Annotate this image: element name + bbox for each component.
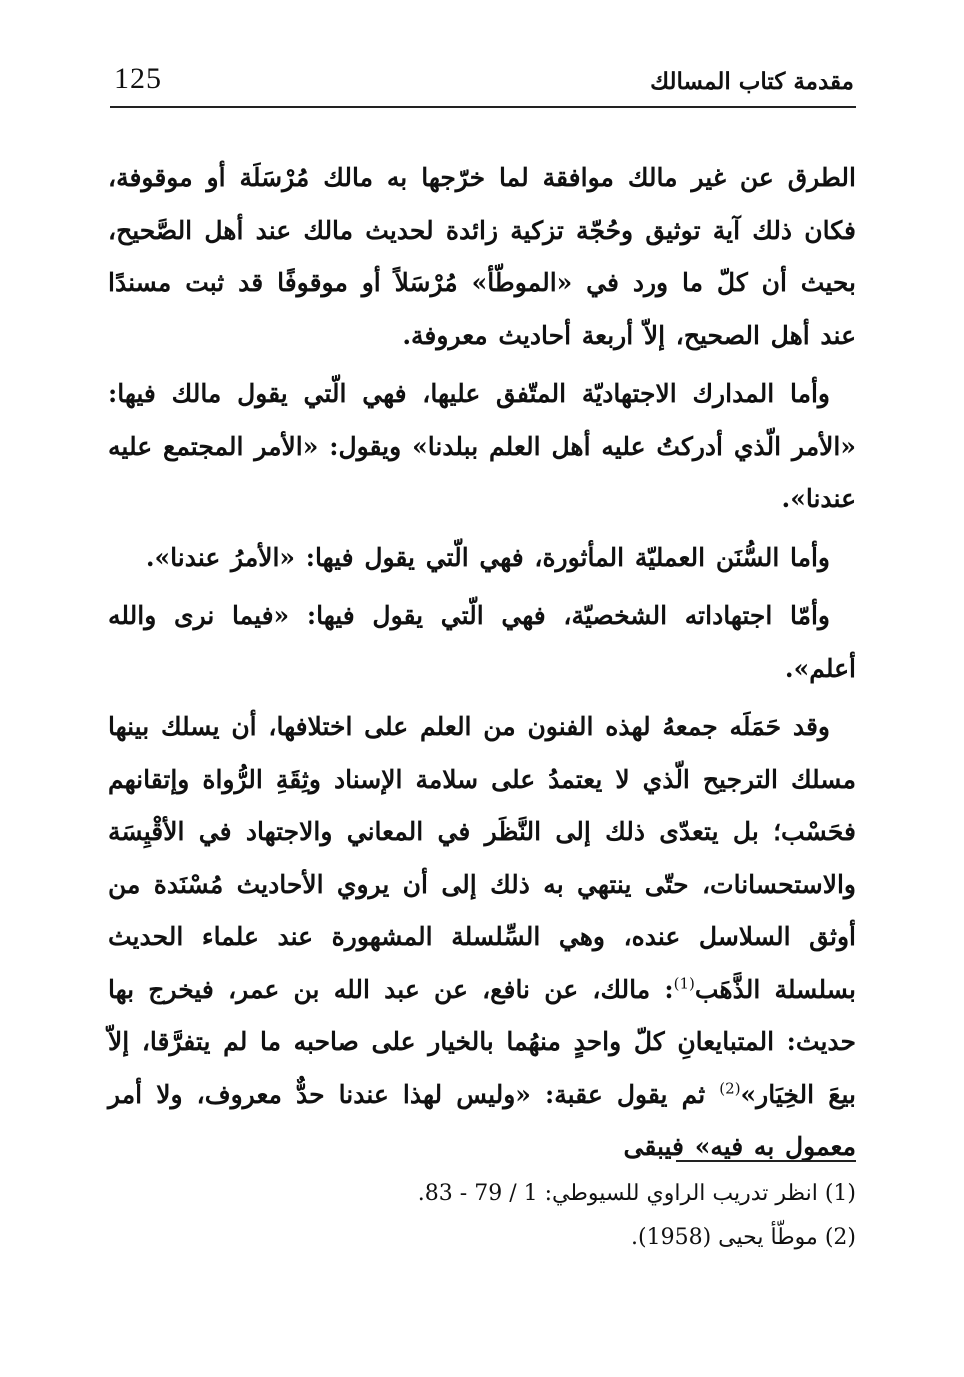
paragraph (108, 701, 856, 1174)
main-text (108, 152, 856, 1180)
page-number: 125 (114, 62, 162, 95)
book-title: مقدمة كتاب المسالك (650, 68, 854, 95)
paragraph: وأمّا اجتهاداته الشخصيّة، فهي الّتي يقول فيها: «فيما نرى والله أعلم». (108, 601, 856, 683)
paragraph-text: وقد حَمَلَه جمعهُ لهذه الفنون من العلم على اختلافها، أن يسلك بينها مسلك الترجيح الّذي لا يعتمدُ على سلامة الإسناد وثِقَةِ الرُّواة وإتقانهم فحَسْب؛ بل يتعدّى ذلك إلى النَّظَر في المعاني والاجتهاد في الأقْيِسَة والاستحسانات، حتّى ينتهي به ذلك إلى أن يروي الأحاديث مُسْنَدة من أوثق السلاسل عنده، وهي السِّلسلة المشهورة عند علماء الحديث بسلسلة الذَّهَب (108, 712, 856, 1004)
footnotes (300, 1172, 856, 1260)
footnote-divider (676, 1160, 856, 1162)
paragraph-text: : مالك، عن نافع، عن عبد الله بن عمر، فيخرج بها حديث: المتبايعانِ كلّ واحدٍ منهُما بالخيار على صاحبه ما لم يتفرَّقا، إلاّ بيعَ الخِيَار» (108, 974, 856, 1109)
paragraph-text: ثم يقول عقبة: «وليس لهذا عندنا حدٌّ معروف، ولا أمر معمول به فيه» فيبقى (108, 1079, 856, 1161)
footnote: (1) انظر تدريب الراوي للسيوطي: 1 / 79 - 83. (417, 1181, 856, 1206)
footnote-reference[interactable]: (1) (673, 974, 695, 993)
footnote: (2) موطّأ يحيى (1958). (631, 1225, 856, 1250)
running-header (110, 62, 856, 108)
footnote-reference[interactable]: (2) (719, 1079, 741, 1098)
paragraph: وأما المدارك الاجتهاديّة المتّفق عليها، فهي الّتي يقول مالك فيها: «الأمر الّذي أدركتُ عليه أهل العلم ببلدنا» ويقول: «الأمر المجتمع عليه عندنا». (108, 379, 856, 513)
paragraph: الطرق عن غير مالك موافقة لما خرّجها به مالك مُرْسَلَة أو موقوفة، فكان ذلك آية توثيق وحُجّة تزكية زائدة لحديث مالك عند أهل الصَّحيح، بحيث أن كلّ ما ورد في «الموطّأ» مُرْسَلاً أو موقوفًا قد ثبت مسندًا عند أهل الصحيح، إلاّ أربعة أحاديث معروفة. (108, 163, 856, 350)
paragraph: وأما السُّنَن العمليّة المأثورة، فهي الّتي يقول فيها: «الأمرُ عندنا». (145, 542, 830, 572)
